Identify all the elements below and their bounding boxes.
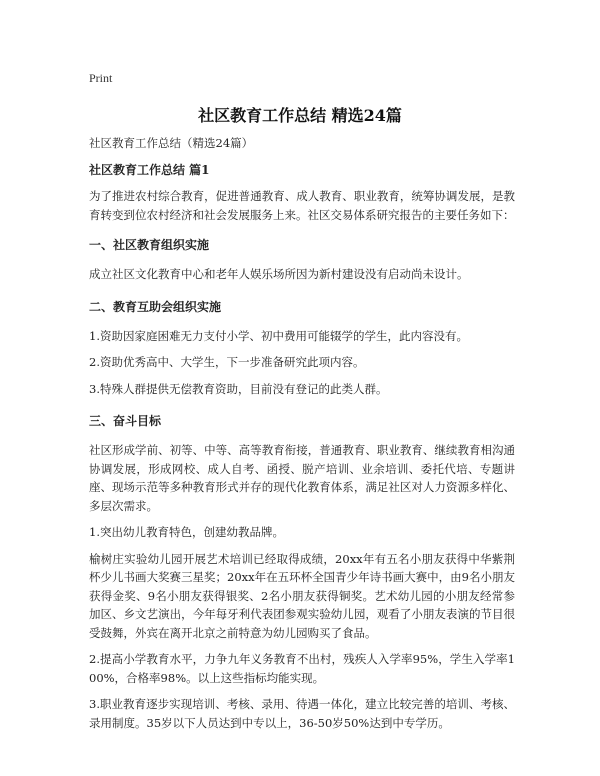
- section-title: 社区教育工作总结 篇1: [89, 163, 210, 177]
- heading-organization: 一、社区教育组织实施: [89, 238, 210, 252]
- paragraph-goal-1: 1.突出幼儿教育特色，创建幼教品牌。: [89, 525, 284, 539]
- document-body: [89, 134, 515, 740]
- paragraph-aid-2: 2.资助优秀高中、大学生，下一步准备研究此项内容。: [89, 355, 365, 369]
- paragraph-aid-1: 1.资助因家庭困难无力支付小学、初中费用可能辍学的学生，此内容没有。: [89, 328, 468, 343]
- subtitle: 社区教育工作总结（精选24篇）: [89, 136, 254, 150]
- print-label[interactable]: Print: [89, 71, 113, 85]
- heading-mutual-aid: 二、教育互助会组织实施: [89, 299, 222, 314]
- paragraph-kindergarten: 榆树庄实验幼儿园开展艺术培训已经取得成绩，20xx年有五名小朋友获得中华紫荆杯少儿书画大奖赛三星奖；20xx年在五环杯全国青少年诗书画大赛中，由9名小朋友获得金奖、9名小朋友获得银奖、2名小朋友获得铜奖。艺术幼儿园的小朋友经常参加区、乡文艺演出，今年每牙利代表团参观实验幼儿园，观看了小朋友表演的节目很受鼓舞，外宾在离开北京之前特意为幼儿园购买了食品。: [89, 551, 515, 640]
- intro-paragraph: 为了推进农村综合教育，促进普通教育、成人教育、职业教育，统筹协调发展，是教育转变到位农村经济和社会发展服务上来。社区交易体系研究报告的主要任务如下：: [89, 189, 515, 222]
- paragraph-goal-2: 2.提高小学教育水平，力争九年义务教育不出村，残疾人入学率95%，学生入学率100%，合格率98%。以上这些指标均能实现。: [89, 652, 515, 685]
- paragraph-goal-3: 3.职业教育逐步实现培训、考核、录用、待遇一体化，建立比较完善的培训、考核、录用制度。35岁以下人员达到中专以上，36-50岁50%达到中专学历。: [89, 697, 515, 730]
- paragraph-organization: 成立社区文化教育中心和老年人娱乐场所因为新村建设没有启动尚未设计。: [89, 267, 469, 281]
- paragraph-aid-3: 3.特殊人群提供无偿教育资助，目前没有登记的此类人群。: [89, 381, 388, 396]
- paragraph-goals-overview: 社区形成学前、初等、中等、高等教育衔接，普通教育、职业教育、继续教育相沟通协调发展，形成网校、成人自考、函授、脱产培训、业余培训、委托代培、专题讲座、现场示范等多种教育形式并存的现代化教育体系，满足社区对人力资源多样化、多层次需求。: [89, 443, 515, 513]
- page-title: 社区教育工作总结 精选24篇: [198, 106, 402, 125]
- heading-goals: 三、奋斗目标: [89, 414, 162, 428]
